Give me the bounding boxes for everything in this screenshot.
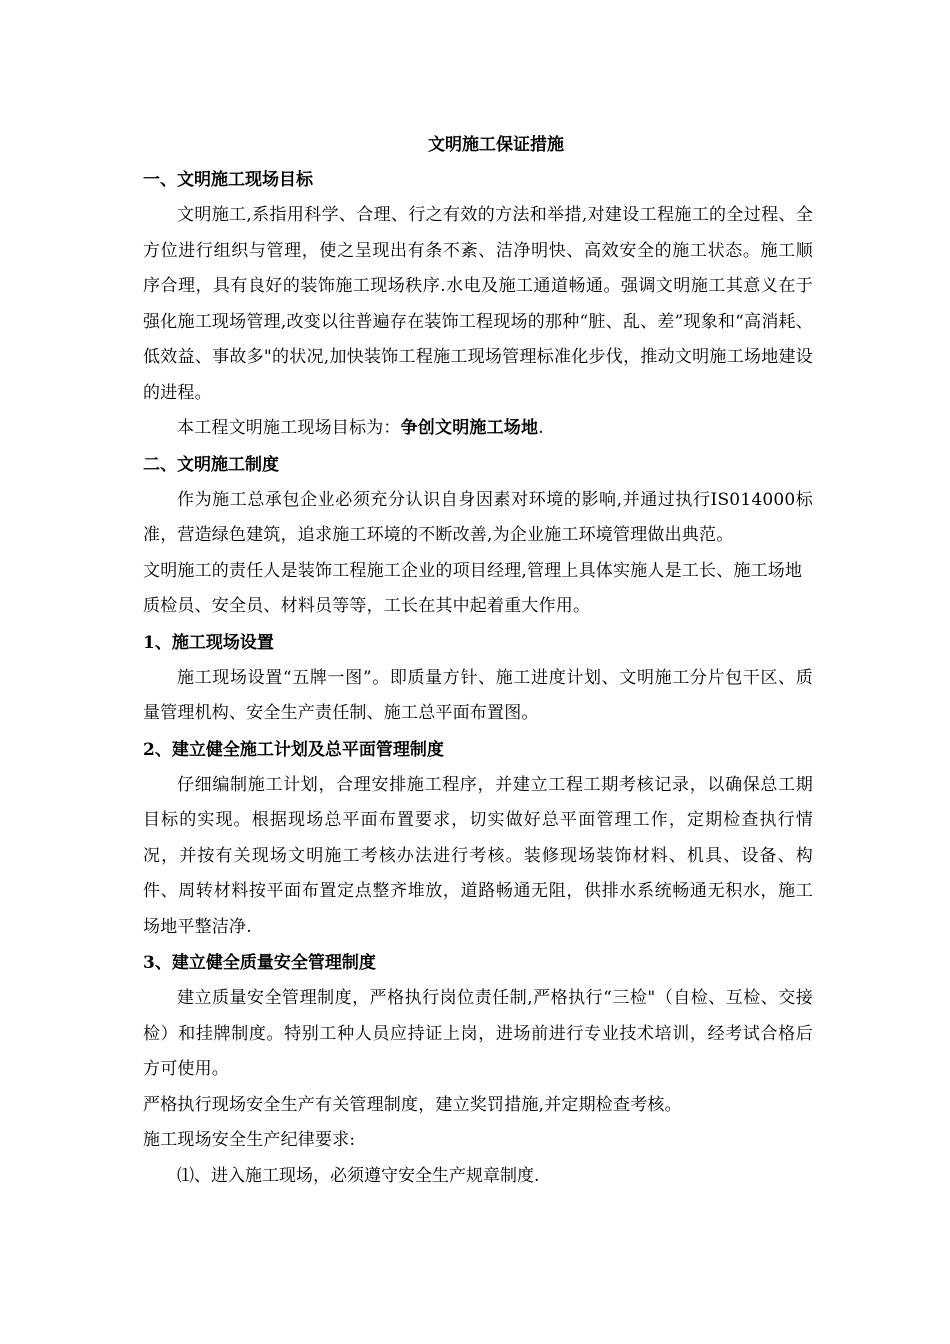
subsection-heading-quality-safety: 3、建立健全质量安全管理制度	[143, 953, 376, 973]
paragraph-quality-safety: 建立质量安全管理制度，严格执行岗位责任制,严格执行“三检"（自检、互检、交接检）和挂牌制度。特别工种人员应持证上岗，进场前进行专业技术培训，经考试合格后方可使用。	[143, 988, 813, 1079]
section-heading-goals: 一、文明施工现场目标	[143, 170, 313, 190]
subsection-heading-plan-management: 2、建立健全施工计划及总平面管理制度	[143, 739, 444, 760]
list-item-discipline-1: ⑴、进入施工现场，必须遵守安全生产规章制度.	[177, 1165, 540, 1186]
paragraph-safety-rules: 严格执行现场安全生产有关管理制度，建立奖罚措施,并定期检查考核。	[143, 1094, 682, 1115]
goal-suffix: .	[538, 418, 544, 438]
goal-prefix: 本工程文明施工现场目标为：	[177, 418, 401, 438]
goal-emphasis: 争创文明施工场地	[400, 418, 539, 438]
document-body	[143, 128, 813, 1194]
paragraph-project-goal	[143, 411, 813, 447]
section-heading-system: 二、文明施工制度	[143, 454, 279, 475]
paragraph-plan-management: 仔细编制施工计划，合理安排施工程序，并建立工程工期考核记录，以确保总工期目标的实现。根据现场总平面布置要求，切实做好总平面管理工作，定期检查执行情况，并按有关现场文明施工考核办法进行考核。装修现场装饰材料、机具、设备、构件、周转材料按平面布置定点整齐堆放，道路畅通无阻，供排水系统畅通无积水，施工场地平整洁净.	[143, 774, 813, 937]
paragraph-responsibility: 文明施工的责任人是装饰工程施工企业的项目经理,管理上具体实施人是工长、施工场地质检员、安全员、材料员等等，工长在其中起着重大作用。	[143, 560, 803, 616]
document-title: 文明施工保证措施	[428, 135, 564, 155]
paragraph-civilized-construction-definition: 文明施工,系指用科学、合理、行之有效的方法和举措,对建设工程施工的全过程、全方位进行组织与管理，使之呈现出有条不紊、洁净明快、高效安全的施工状态。施工顺序合理，具有良好的装饰施工现场秩序.水电及施工通道畅通。强调文明施工其意义在于强化施工现场管理,改变以往普遍存在装饰工程现场的那种“脏、乱、差”现象和“高消耗、低效益、事故多"的状况,加快装饰工程施工现场管理标准化步伐，推动文明施工场地建设的进程。	[143, 205, 813, 403]
paragraph-site-setup: 施工现场设置“五牌一图”。即质量方针、施工进度计划、文明施工分片包干区、质量管理机构、安全生产责任制、施工总平面布置图。	[143, 667, 813, 723]
paragraph-discipline-requirements: 施工现场安全生产纪律要求:	[143, 1130, 356, 1150]
subsection-heading-site-setup: 1、施工现场设置	[143, 632, 274, 653]
paragraph-environment-standard: 作为施工总承包企业必须充分认识自身因素对环境的影响,并通过执行IS014000标准，营造绿色建筑，追求施工环境的不断改善,为企业施工环境管理做出典范。	[143, 489, 813, 545]
